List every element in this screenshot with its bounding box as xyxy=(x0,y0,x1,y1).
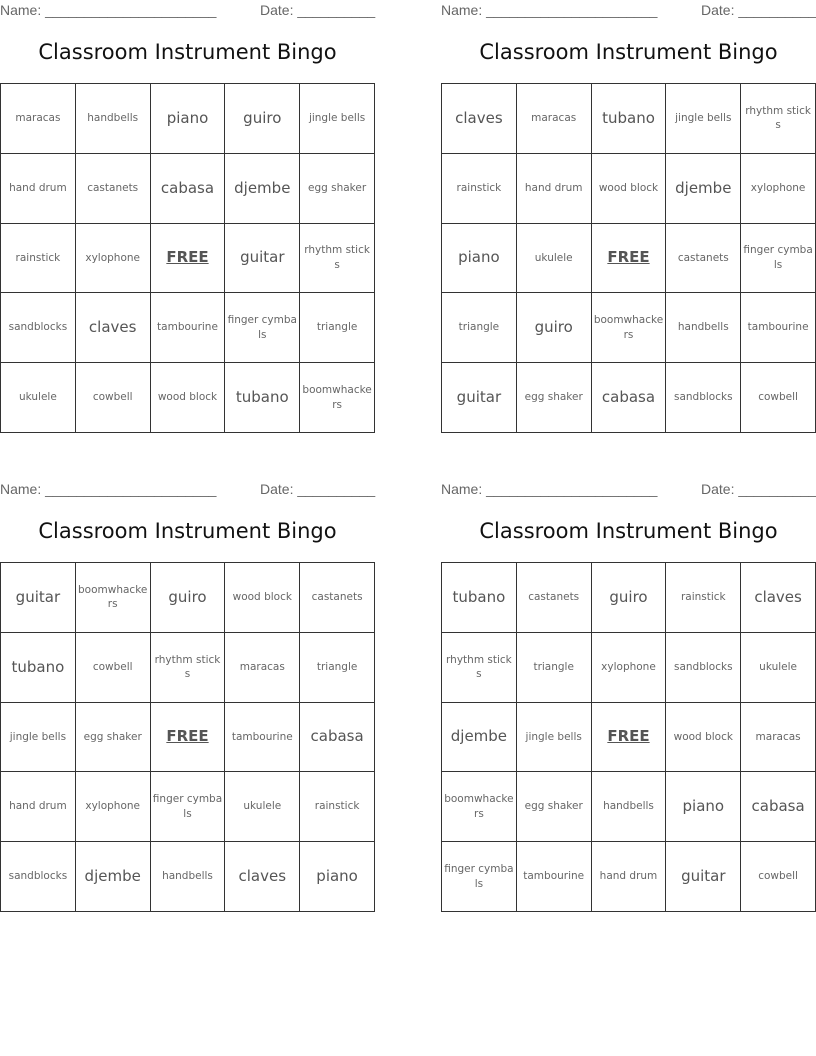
bingo-cell xyxy=(76,84,151,154)
bingo-cell-label: rhythm sticks xyxy=(304,244,370,271)
bingo-cell-label: guiro xyxy=(243,108,282,127)
bingo-cell-label: maracas xyxy=(755,730,801,743)
bingo-cell xyxy=(741,293,816,363)
bingo-cell xyxy=(300,154,375,224)
bingo-cell xyxy=(76,563,151,633)
bingo-cell-label: cowbell xyxy=(92,660,133,673)
date-field-label: Date: __________ xyxy=(701,2,816,18)
bingo-cell xyxy=(442,633,517,703)
bingo-cell-label: hand drum xyxy=(599,870,658,883)
bingo-cell-label: tambourine xyxy=(157,321,218,334)
bingo-cell xyxy=(592,633,667,703)
bingo-cell xyxy=(76,154,151,224)
bingo-cell-label: triangle xyxy=(316,660,358,673)
bingo-cell xyxy=(225,772,300,842)
date-field-label: Date: __________ xyxy=(260,481,376,497)
bingo-cell-label: egg shaker xyxy=(83,730,142,743)
bingo-cell xyxy=(741,633,816,703)
bingo-cell-label: rainstick xyxy=(680,591,726,604)
bingo-cell xyxy=(1,563,76,633)
bingo-cell-label: tambourine xyxy=(231,730,293,743)
bingo-cell-label: djembe xyxy=(450,727,508,746)
bingo-cell-label: rhythm sticks xyxy=(745,104,811,132)
bingo-cell xyxy=(741,363,816,433)
bingo-cell xyxy=(151,563,226,633)
bingo-cell xyxy=(76,633,151,703)
bingo-cell-label: castanets xyxy=(528,591,580,604)
bingo-cell-label: cabasa xyxy=(160,178,215,197)
bingo-cell xyxy=(1,363,76,433)
bingo-cell xyxy=(442,772,517,842)
bingo-cell xyxy=(1,224,76,294)
bingo-cell-label: guiro xyxy=(534,318,573,337)
bingo-cell-label: sandblocks xyxy=(674,660,733,673)
bingo-cell xyxy=(666,224,741,294)
bingo-cell xyxy=(517,224,592,294)
bingo-cell-label: finger cymbals xyxy=(743,244,813,271)
bingo-cell-label: cowbell xyxy=(758,870,798,883)
free-space-cell xyxy=(592,703,667,773)
bingo-cell-label: claves xyxy=(754,587,802,606)
bingo-cell xyxy=(666,293,741,363)
bingo-cell-label: tubano xyxy=(235,388,289,407)
bingo-cell-label: cowbell xyxy=(92,391,133,404)
bingo-cell xyxy=(300,633,375,703)
bingo-cell xyxy=(225,563,300,633)
bingo-cell xyxy=(666,84,741,154)
bingo-cell-label: rainstick xyxy=(15,251,61,264)
bingo-cell-label: egg shaker xyxy=(524,391,583,404)
date-field-label: Date: __________ xyxy=(260,2,376,18)
bingo-cell xyxy=(1,772,76,842)
bingo-cell-label: jingle bells xyxy=(675,112,732,125)
bingo-cell xyxy=(76,703,151,773)
bingo-cell xyxy=(151,293,226,363)
bingo-cell-label: egg shaker xyxy=(308,181,367,194)
bingo-cell xyxy=(442,363,517,433)
bingo-cell-label: wood block xyxy=(673,730,733,743)
bingo-cell xyxy=(592,293,667,363)
name-date-line xyxy=(441,2,816,20)
bingo-cell xyxy=(442,84,517,154)
bingo-cell-label: sandblocks xyxy=(8,321,68,334)
bingo-cell xyxy=(442,224,517,294)
bingo-cell xyxy=(666,563,741,633)
bingo-cell-label: FREE xyxy=(166,727,209,746)
bingo-cell-label: handbells xyxy=(162,870,213,883)
bingo-cell-label: guitar xyxy=(15,587,61,606)
bingo-cell xyxy=(76,224,151,294)
bingo-cell-label: guitar xyxy=(240,248,285,267)
bingo-cell xyxy=(225,363,300,433)
bingo-cell-label: tubano xyxy=(452,587,506,606)
bingo-cell-label: tubano xyxy=(11,657,65,676)
bingo-cell xyxy=(517,633,592,703)
bingo-cell xyxy=(300,224,375,294)
bingo-cell xyxy=(1,842,76,912)
bingo-cell xyxy=(517,293,592,363)
bingo-card-1 xyxy=(0,0,375,433)
bingo-cell xyxy=(442,703,517,773)
bingo-cell-label: maracas xyxy=(531,112,577,125)
bingo-cell-label: xylophone xyxy=(85,800,141,813)
bingo-cell xyxy=(1,84,76,154)
bingo-cell xyxy=(225,154,300,224)
name-field-label: Name: ______________________ xyxy=(0,2,217,18)
bingo-grid xyxy=(441,83,816,433)
bingo-cell-label: finger cymbals xyxy=(227,314,297,341)
bingo-cell-label: wood block xyxy=(157,391,218,404)
bingo-cell-label: jingle bells xyxy=(9,730,67,743)
bingo-cell xyxy=(442,154,517,224)
card-title: Classroom Instrument Bingo xyxy=(479,519,778,543)
bingo-cell xyxy=(592,772,667,842)
bingo-cell-label: castanets xyxy=(311,591,363,604)
bingo-cell-label: djembe xyxy=(84,867,141,886)
bingo-cell xyxy=(151,772,226,842)
bingo-cell xyxy=(151,84,226,154)
name-field-label: Name: ______________________ xyxy=(0,481,217,497)
bingo-cell xyxy=(592,363,667,433)
bingo-cell-label: piano xyxy=(682,797,725,816)
bingo-cell xyxy=(151,842,226,912)
bingo-cell-label: guitar xyxy=(456,388,502,407)
bingo-cell-label: handbells xyxy=(603,800,654,813)
bingo-cell-label: sandblocks xyxy=(8,870,68,883)
bingo-cell xyxy=(517,84,592,154)
name-date-line xyxy=(441,481,816,499)
bingo-cell xyxy=(517,772,592,842)
bingo-cell-label: rhythm sticks xyxy=(154,653,221,681)
bingo-cell-label: jingle bells xyxy=(308,112,366,125)
bingo-cell-label: xylophone xyxy=(750,181,806,194)
bingo-cell-label: FREE xyxy=(166,248,209,267)
bingo-cell-label: maracas xyxy=(239,660,285,673)
bingo-cell-label: handbells xyxy=(677,321,729,334)
free-space-cell xyxy=(592,224,667,294)
bingo-cell xyxy=(300,563,375,633)
bingo-cell-label: piano xyxy=(166,108,209,127)
bingo-cell-label: wood block xyxy=(232,591,292,604)
bingo-cell-label: claves xyxy=(238,867,287,886)
bingo-cell-label: guitar xyxy=(681,867,726,886)
bingo-cell xyxy=(517,563,592,633)
bingo-cell-label: cabasa xyxy=(601,388,656,407)
bingo-cell-label: castanets xyxy=(677,251,729,264)
bingo-cell-label: boomwhackers xyxy=(593,314,664,341)
bingo-cell xyxy=(666,703,741,773)
bingo-cell xyxy=(666,842,741,912)
bingo-cell xyxy=(225,224,300,294)
bingo-cell xyxy=(1,633,76,703)
bingo-cell-label: ukulele xyxy=(18,391,57,404)
bingo-cell xyxy=(741,703,816,773)
bingo-cell xyxy=(225,84,300,154)
bingo-cell xyxy=(442,293,517,363)
bingo-cell xyxy=(300,84,375,154)
bingo-cell xyxy=(741,84,816,154)
name-date-line xyxy=(0,481,375,499)
bingo-cell xyxy=(666,154,741,224)
bingo-cell xyxy=(666,772,741,842)
bingo-cell-label: handbells xyxy=(87,112,139,125)
bingo-cell-label: sandblocks xyxy=(674,391,733,404)
bingo-cell xyxy=(517,842,592,912)
bingo-cell xyxy=(592,84,667,154)
bingo-cell xyxy=(300,842,375,912)
bingo-cell xyxy=(76,842,151,912)
bingo-cell xyxy=(151,154,226,224)
free-space-cell xyxy=(151,703,226,773)
bingo-cell xyxy=(592,154,667,224)
bingo-cell-label: finger cymbals xyxy=(152,793,223,820)
bingo-cell-label: ukulele xyxy=(243,800,282,813)
bingo-cell-label: xylophone xyxy=(601,660,656,673)
bingo-grid xyxy=(0,562,375,912)
bingo-cell-label: boomwhackers xyxy=(444,793,514,820)
bingo-cell-label: finger cymbals xyxy=(444,862,514,890)
bingo-cell xyxy=(151,363,226,433)
bingo-card-3 xyxy=(0,479,375,912)
bingo-cell-label: guiro xyxy=(609,587,648,606)
bingo-cell xyxy=(517,703,592,773)
name-field-label: Name: ______________________ xyxy=(441,481,658,497)
bingo-cell-label: jingle bells xyxy=(525,730,582,743)
bingo-cell-label: hand drum xyxy=(9,181,67,194)
card-title: Classroom Instrument Bingo xyxy=(38,40,337,64)
bingo-cell-label: castanets xyxy=(87,181,139,194)
bingo-cell-label: cowbell xyxy=(758,391,798,404)
bingo-cell-label: xylophone xyxy=(85,251,141,264)
bingo-cell-label: tambourine xyxy=(747,321,809,334)
name-field-label: Name: ______________________ xyxy=(441,2,658,18)
bingo-cell xyxy=(76,772,151,842)
bingo-grid xyxy=(0,83,375,433)
bingo-cell-label: djembe xyxy=(234,178,291,197)
bingo-cell xyxy=(517,154,592,224)
bingo-cell-label: claves xyxy=(455,108,503,127)
bingo-cell xyxy=(666,363,741,433)
bingo-cell-label: triangle xyxy=(458,321,500,334)
bingo-cell xyxy=(442,842,517,912)
bingo-cell xyxy=(225,703,300,773)
bingo-cell xyxy=(300,703,375,773)
bingo-cell-label: tambourine xyxy=(523,870,585,883)
bingo-cell xyxy=(741,772,816,842)
bingo-cell xyxy=(225,633,300,703)
bingo-grid xyxy=(441,562,816,912)
date-field-label: Date: __________ xyxy=(701,481,816,497)
bingo-cell-label: rhythm sticks xyxy=(446,653,512,681)
bingo-card-2 xyxy=(441,0,816,433)
bingo-cell xyxy=(666,633,741,703)
bingo-cell-label: rainstick xyxy=(456,181,502,194)
bingo-cell xyxy=(300,363,375,433)
bingo-cell-label: ukulele xyxy=(759,660,797,673)
bingo-cell xyxy=(300,293,375,363)
bingo-cell-label: FREE xyxy=(607,248,650,267)
bingo-cell-label: guiro xyxy=(168,587,207,606)
bingo-cell xyxy=(741,224,816,294)
bingo-cell-label: piano xyxy=(458,248,500,267)
bingo-cell xyxy=(741,563,816,633)
bingo-cell xyxy=(517,363,592,433)
bingo-cell-label: hand drum xyxy=(9,800,67,813)
card-title: Classroom Instrument Bingo xyxy=(38,519,337,543)
bingo-cell-label: egg shaker xyxy=(524,800,583,813)
bingo-cell xyxy=(741,842,816,912)
bingo-cell xyxy=(225,842,300,912)
bingo-cell-label: djembe xyxy=(675,178,732,197)
name-date-line xyxy=(0,2,375,20)
bingo-cell-label: triangle xyxy=(533,660,574,673)
bingo-cell xyxy=(300,772,375,842)
bingo-cell xyxy=(442,563,517,633)
bingo-cell-label: boomwhackers xyxy=(78,583,148,611)
bingo-cell xyxy=(76,293,151,363)
bingo-cell-label: boomwhackers xyxy=(302,383,372,411)
bingo-cell xyxy=(1,293,76,363)
bingo-cell-label: hand drum xyxy=(524,181,583,194)
bingo-cell xyxy=(741,154,816,224)
bingo-cell-label: triangle xyxy=(316,321,358,334)
bingo-cell xyxy=(1,154,76,224)
bingo-cell-label: piano xyxy=(316,867,358,886)
bingo-cell xyxy=(1,703,76,773)
bingo-cell xyxy=(151,633,226,703)
bingo-card-4 xyxy=(441,479,816,912)
bingo-cell xyxy=(76,363,151,433)
bingo-cell xyxy=(592,563,667,633)
bingo-cell-label: rainstick xyxy=(314,800,360,813)
bingo-cell-label: tubano xyxy=(602,108,655,127)
bingo-cell-label: ukulele xyxy=(534,251,573,264)
bingo-cell-label: claves xyxy=(88,318,137,337)
bingo-cell-label: FREE xyxy=(607,727,650,746)
bingo-cell-label: cabasa xyxy=(310,727,364,746)
card-title: Classroom Instrument Bingo xyxy=(479,40,778,64)
bingo-cell-label: cabasa xyxy=(751,797,805,816)
bingo-cell-label: maracas xyxy=(15,112,61,125)
free-space-cell xyxy=(151,224,226,294)
bingo-cell xyxy=(225,293,300,363)
bingo-cell-label: wood block xyxy=(598,181,659,194)
bingo-cell xyxy=(592,842,667,912)
